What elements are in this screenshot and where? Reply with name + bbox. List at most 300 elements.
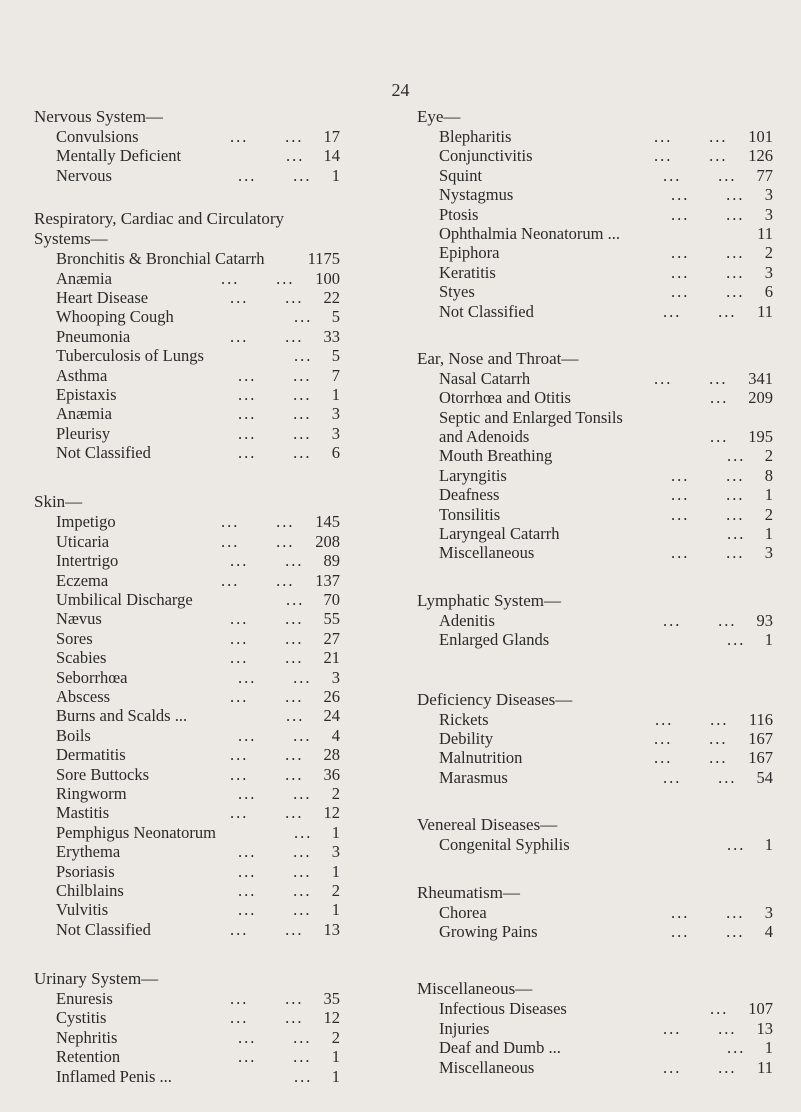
table-row	[417, 282, 775, 301]
row-leader-dots: ... ...	[663, 165, 737, 185]
section-rows	[417, 903, 775, 942]
row-leader-dots: ... ...	[654, 146, 728, 166]
row-leader-dots: ... ...	[238, 404, 312, 424]
section-heading: Respiratory, Cardiac and Circulatory	[34, 209, 285, 229]
section-rows	[417, 611, 775, 650]
row-leader-dots: ... ...	[230, 287, 304, 307]
row-label: Laryngeal Catarrh	[439, 524, 560, 544]
row-value: 1	[331, 384, 340, 404]
row-leader-dots: ... ...	[230, 609, 304, 629]
table-row	[417, 524, 775, 543]
row-label: Anæmia	[56, 404, 112, 424]
table-row	[417, 185, 775, 204]
row-leader-dots: ... ...	[230, 551, 304, 571]
row-label: Laryngitis	[439, 465, 507, 485]
table-row	[34, 127, 374, 146]
row-leader-dots: ... ...	[671, 282, 745, 302]
section-heading: Urinary System—	[34, 969, 159, 989]
row-label: Cystitis	[56, 1008, 107, 1028]
table-row	[34, 765, 374, 784]
row-label: Nævus	[56, 609, 102, 629]
row-value: 341	[748, 368, 773, 388]
table-row	[34, 346, 374, 365]
row-label: Convulsions	[56, 127, 139, 146]
row-label: Erythema	[56, 842, 121, 862]
row-value: 1	[764, 1038, 773, 1058]
section-skin	[34, 492, 374, 939]
row-label: Pleurisy	[56, 423, 111, 443]
row-value: 6	[331, 443, 340, 463]
row-leader-dots: ... ...	[671, 262, 745, 282]
table-row	[34, 327, 374, 346]
table-row	[34, 532, 374, 551]
row-leader-dots: ... ...	[671, 465, 745, 485]
row-leader-dots: ... ...	[663, 1018, 737, 1038]
row-value: 11	[757, 223, 773, 243]
row-value: 12	[323, 1008, 340, 1028]
row-value: 209	[748, 388, 773, 408]
row-leader-dots: ... ...	[671, 543, 745, 563]
section-heading: Nervous System—	[34, 107, 163, 126]
row-leader-dots: ...	[710, 427, 729, 447]
row-leader-dots: ... ...	[671, 204, 745, 224]
table-row	[417, 127, 775, 146]
row-value: 7	[331, 365, 340, 385]
row-value: 11	[757, 301, 773, 321]
row-value: 3	[764, 543, 773, 563]
table-row	[417, 485, 775, 504]
table-row	[34, 862, 374, 881]
table-row	[34, 629, 374, 648]
row-leader-dots: ... ...	[238, 1027, 312, 1047]
row-value: 1	[331, 165, 340, 185]
table-row	[417, 922, 775, 941]
row-label: Impetigo	[56, 512, 116, 532]
row-label: Debility	[439, 728, 494, 748]
row-value: 2	[764, 243, 773, 263]
row-leader-dots: ... ...	[238, 842, 312, 862]
row-label: Miscellaneous	[439, 543, 535, 563]
row-label: Mouth Breathing	[439, 446, 553, 466]
row-label: Dermatitis	[56, 745, 126, 765]
row-label: Tonsilitis	[439, 504, 501, 524]
row-leader-dots: ... ...	[230, 648, 304, 668]
row-leader-dots: ... ...	[230, 1008, 304, 1028]
row-leader-dots: ... ...	[238, 880, 312, 900]
row-value: 100	[315, 268, 340, 288]
table-row	[34, 1028, 374, 1047]
row-label: Umbilical Discharge	[56, 590, 193, 610]
table-row	[34, 784, 374, 803]
row-label: Nephritis	[56, 1027, 118, 1047]
table-row	[34, 745, 374, 764]
row-leader-dots: ... ...	[671, 243, 745, 263]
row-value: 26	[323, 686, 340, 706]
row-value: 1	[331, 1066, 340, 1086]
row-value: 13	[323, 919, 340, 939]
row-value: 28	[323, 745, 340, 765]
section-urinary	[34, 969, 374, 1086]
section-heading: Ear, Nose and Throat—	[417, 348, 579, 368]
row-value: 70	[323, 590, 340, 610]
row-value: 2	[331, 783, 340, 803]
row-value: 17	[323, 127, 340, 146]
section-rows	[417, 999, 775, 1077]
row-label: Infectious Diseases	[439, 999, 567, 1019]
row-value: 55	[323, 609, 340, 629]
row-leader-dots: ... ...	[238, 900, 312, 920]
row-value: 3	[331, 667, 340, 687]
row-label: Conjunctivitis	[439, 146, 533, 166]
row-label: Intertrigo	[56, 551, 119, 571]
table-row	[417, 1038, 775, 1057]
row-value: 21	[323, 648, 340, 668]
table-row	[417, 543, 775, 562]
table-row	[34, 551, 374, 570]
row-leader-dots: ... ...	[663, 610, 737, 630]
row-label: Inflamed Penis ...	[56, 1066, 172, 1086]
row-value: 1	[764, 630, 773, 650]
table-row	[34, 366, 374, 385]
row-label: Psoriasis	[56, 861, 115, 881]
row-value: 195	[748, 427, 773, 447]
row-label: and Adenoids	[439, 427, 530, 447]
table-row	[417, 999, 775, 1018]
row-label: Mentally Deficient	[56, 146, 182, 166]
row-label: Enuresis	[56, 989, 113, 1009]
table-row	[34, 590, 374, 609]
row-leader-dots: ... ...	[238, 1047, 312, 1067]
section-rows	[417, 369, 775, 563]
row-leader-dots: ... ...	[238, 365, 312, 385]
table-row	[34, 249, 374, 268]
row-value: 1175	[307, 249, 340, 269]
row-leader-dots: ...	[294, 346, 313, 366]
row-leader-dots: ... ...	[230, 764, 304, 784]
row-value: 6	[764, 282, 773, 302]
row-value: 3	[764, 902, 773, 922]
row-value: 5	[331, 307, 340, 327]
table-row	[34, 146, 374, 165]
row-label: Epistaxis	[56, 384, 117, 404]
section-rheumatism	[417, 883, 775, 942]
section-nervous	[34, 107, 374, 185]
row-leader-dots: ... ...	[221, 512, 295, 532]
row-label: Marasmus	[439, 767, 508, 787]
table-row	[417, 466, 775, 485]
row-label: Septic and Enlarged Tonsils	[439, 407, 623, 427]
row-value: 3	[331, 404, 340, 424]
table-row	[417, 146, 775, 165]
row-value: 22	[323, 287, 340, 307]
row-value: 2	[764, 446, 773, 466]
row-label: Heart Disease	[56, 287, 149, 307]
row-label: Blepharitis	[439, 127, 512, 146]
row-label: Chorea	[439, 902, 487, 922]
row-leader-dots: ... ...	[654, 368, 728, 388]
row-leader-dots: ...	[294, 822, 313, 842]
row-label: Not Classified	[56, 919, 151, 939]
row-label: Burns and Scalds ...	[56, 706, 188, 726]
row-label: Retention	[56, 1047, 121, 1067]
table-row	[34, 881, 374, 900]
row-label: Boils	[56, 725, 91, 745]
row-value: 4	[331, 725, 340, 745]
section-heading: Venereal Diseases—	[417, 815, 558, 835]
row-value: 107	[748, 999, 773, 1019]
row-value: 1	[764, 524, 773, 544]
row-value: 3	[331, 423, 340, 443]
row-leader-dots: ...	[727, 524, 746, 544]
section-rows	[34, 127, 374, 185]
row-leader-dots: ... ...	[238, 725, 312, 745]
table-row	[34, 803, 374, 822]
row-label: Pemphigus Neonatorum	[56, 822, 216, 842]
row-value: 1	[331, 1047, 340, 1067]
row-leader-dots: ...	[727, 835, 746, 855]
row-label: Not Classified	[56, 443, 151, 463]
page-number: 24	[391, 80, 410, 100]
row-label: Chilblains	[56, 880, 124, 900]
row-label: Uticaria	[56, 531, 110, 551]
row-label: Sore Buttocks	[56, 764, 150, 784]
row-label: Adenitis	[439, 610, 495, 630]
table-row	[417, 408, 775, 427]
row-label: Scabies	[56, 648, 107, 668]
table-row	[34, 706, 374, 725]
row-label: Rickets	[439, 709, 489, 729]
table-row	[34, 166, 374, 185]
row-leader-dots: ... ...	[238, 165, 312, 185]
row-value: 3	[764, 185, 773, 205]
row-value: 77	[756, 165, 773, 185]
table-row	[34, 609, 374, 628]
row-value: 2	[331, 880, 340, 900]
row-leader-dots: ... ...	[663, 1057, 737, 1077]
table-row	[417, 369, 775, 388]
table-row	[34, 920, 374, 939]
section-rows	[34, 249, 374, 462]
section-rows	[34, 512, 374, 939]
section-rows	[417, 127, 775, 321]
table-row	[417, 388, 775, 407]
row-value: 101	[748, 127, 773, 146]
section-deficiency	[417, 690, 775, 788]
row-leader-dots: ... ...	[221, 268, 295, 288]
table-row	[417, 1019, 775, 1038]
row-leader-dots: ... ...	[671, 185, 745, 205]
section-rows	[417, 835, 775, 854]
row-leader-dots: ...	[286, 706, 305, 726]
table-row	[417, 835, 775, 854]
row-leader-dots: ... ...	[238, 861, 312, 881]
row-label: Anæmia	[56, 268, 112, 288]
row-label: Malnutrition	[439, 748, 523, 768]
row-leader-dots: ... ...	[671, 921, 745, 941]
row-label: Tuberculosis of Lungs	[56, 346, 204, 366]
table-row	[417, 446, 775, 465]
row-leader-dots: ... ...	[230, 803, 304, 823]
section-heading: Skin—	[34, 492, 83, 512]
table-row	[34, 571, 374, 590]
section-heading: Lymphatic System—	[417, 590, 562, 610]
row-label: Styes	[439, 282, 475, 302]
row-value: 167	[748, 728, 773, 748]
section-miscellaneous	[417, 979, 775, 1077]
row-label: Deafness	[439, 485, 500, 505]
row-value: 12	[323, 803, 340, 823]
row-value: 3	[764, 262, 773, 282]
row-label: Growing Pains	[439, 921, 538, 941]
row-leader-dots: ...	[286, 146, 305, 166]
row-value: 4	[764, 921, 773, 941]
row-label: Ringworm	[56, 783, 127, 803]
row-value: 1	[331, 900, 340, 920]
table-row	[417, 630, 775, 649]
table-row	[34, 726, 374, 745]
row-leader-dots: ... ...	[230, 127, 304, 146]
row-label: Injuries	[439, 1018, 490, 1038]
row-label: Nasal Catarrh	[439, 368, 531, 388]
table-row	[417, 302, 775, 321]
row-value: 24	[323, 706, 340, 726]
row-label: Epiphora	[439, 243, 500, 263]
row-value: 5	[331, 346, 340, 366]
row-leader-dots: ...	[727, 630, 746, 650]
row-leader-dots: ... ...	[654, 728, 728, 748]
row-value: 1	[764, 485, 773, 505]
table-row	[34, 687, 374, 706]
section-heading-continued: Systems—	[34, 229, 108, 249]
row-value: 3	[331, 842, 340, 862]
table-row	[34, 842, 374, 861]
row-value: 145	[315, 512, 340, 532]
table-row	[417, 205, 775, 224]
section-eye	[417, 107, 775, 321]
row-label: Eczema	[56, 570, 109, 590]
row-leader-dots: ... ...	[238, 443, 312, 463]
table-row	[34, 1067, 374, 1086]
table-row	[34, 1047, 374, 1066]
row-leader-dots: ...	[294, 307, 313, 327]
left-column	[34, 107, 374, 1086]
row-value: 93	[756, 610, 773, 630]
row-label: Pneumonia	[56, 326, 131, 346]
table-row	[34, 269, 374, 288]
table-row	[417, 166, 775, 185]
row-leader-dots: ... ...	[230, 326, 304, 346]
table-row	[34, 443, 374, 462]
row-value: 137	[315, 570, 340, 590]
table-row	[417, 505, 775, 524]
row-value: 36	[323, 764, 340, 784]
row-label: Whooping Cough	[56, 307, 174, 327]
row-value: 89	[323, 551, 340, 571]
right-column	[417, 107, 775, 1077]
table-row	[417, 263, 775, 282]
section-venereal	[417, 815, 775, 854]
table-row	[34, 648, 374, 667]
row-value: 1	[331, 861, 340, 881]
section-respiratory	[34, 209, 374, 462]
table-row	[417, 903, 775, 922]
row-leader-dots: ... ...	[230, 686, 304, 706]
section-ear-nose-throat	[417, 349, 775, 563]
row-label: Asthma	[56, 365, 108, 385]
table-row	[417, 427, 775, 446]
row-value: 11	[757, 1057, 773, 1077]
section-heading: Deficiency Diseases—	[417, 689, 573, 709]
row-value: 167	[748, 748, 773, 768]
table-row	[417, 729, 775, 748]
section-lymphatic	[417, 591, 775, 650]
section-rows	[34, 989, 374, 1086]
row-value: 1	[331, 822, 340, 842]
row-label: Miscellaneous	[439, 1057, 535, 1077]
row-leader-dots: ... ...	[654, 748, 728, 768]
row-leader-dots: ... ...	[238, 783, 312, 803]
row-leader-dots: ... ...	[663, 301, 737, 321]
row-value: 8	[764, 465, 773, 485]
table-row	[417, 1058, 775, 1077]
row-value: 2	[331, 1027, 340, 1047]
row-leader-dots: ...	[727, 1038, 746, 1058]
section-rows	[417, 710, 775, 788]
row-label: Keratitis	[439, 262, 496, 282]
row-value: 208	[315, 531, 340, 551]
row-label: Bronchitis & Bronchial Catarrh	[56, 249, 265, 269]
row-label: Nervous	[56, 165, 112, 185]
row-leader-dots: ... ...	[221, 570, 295, 590]
row-value: 116	[748, 709, 773, 729]
table-row	[417, 224, 775, 243]
table-row	[417, 748, 775, 767]
row-label: Vulvitis	[56, 900, 109, 920]
row-leader-dots: ... ...	[238, 667, 312, 687]
row-leader-dots: ... ...	[238, 423, 312, 443]
row-value: 14	[323, 146, 340, 166]
row-leader-dots: ... ...	[230, 989, 304, 1009]
row-label: Congenital Syphilis	[439, 835, 570, 855]
table-row	[34, 989, 374, 1008]
row-leader-dots: ...	[286, 590, 305, 610]
row-value: 27	[323, 628, 340, 648]
row-leader-dots: ... ...	[230, 628, 304, 648]
row-value: 13	[756, 1018, 773, 1038]
table-row	[34, 385, 374, 404]
row-leader-dots: ... ...	[230, 745, 304, 765]
row-label: Deaf and Dumb ...	[439, 1038, 561, 1058]
row-leader-dots: ... ...	[654, 127, 728, 146]
table-row	[34, 424, 374, 443]
table-row	[34, 823, 374, 842]
row-label: Ptosis	[439, 204, 479, 224]
section-heading: Eye—	[417, 107, 461, 126]
row-leader-dots: ...	[727, 446, 746, 466]
section-heading: Miscellaneous—	[417, 979, 533, 999]
row-label: Enlarged Glands	[439, 630, 550, 650]
table-row	[417, 710, 775, 729]
table-row	[34, 900, 374, 919]
table-row	[34, 512, 374, 531]
row-label: Squint	[439, 165, 483, 185]
row-leader-dots: ...	[710, 999, 729, 1019]
row-leader-dots: ...	[294, 1066, 313, 1086]
table-row	[34, 1008, 374, 1027]
section-heading: Rheumatism—	[417, 882, 520, 902]
table-row	[34, 404, 374, 423]
row-label: Ophthalmia Neonatorum ...	[439, 223, 621, 243]
